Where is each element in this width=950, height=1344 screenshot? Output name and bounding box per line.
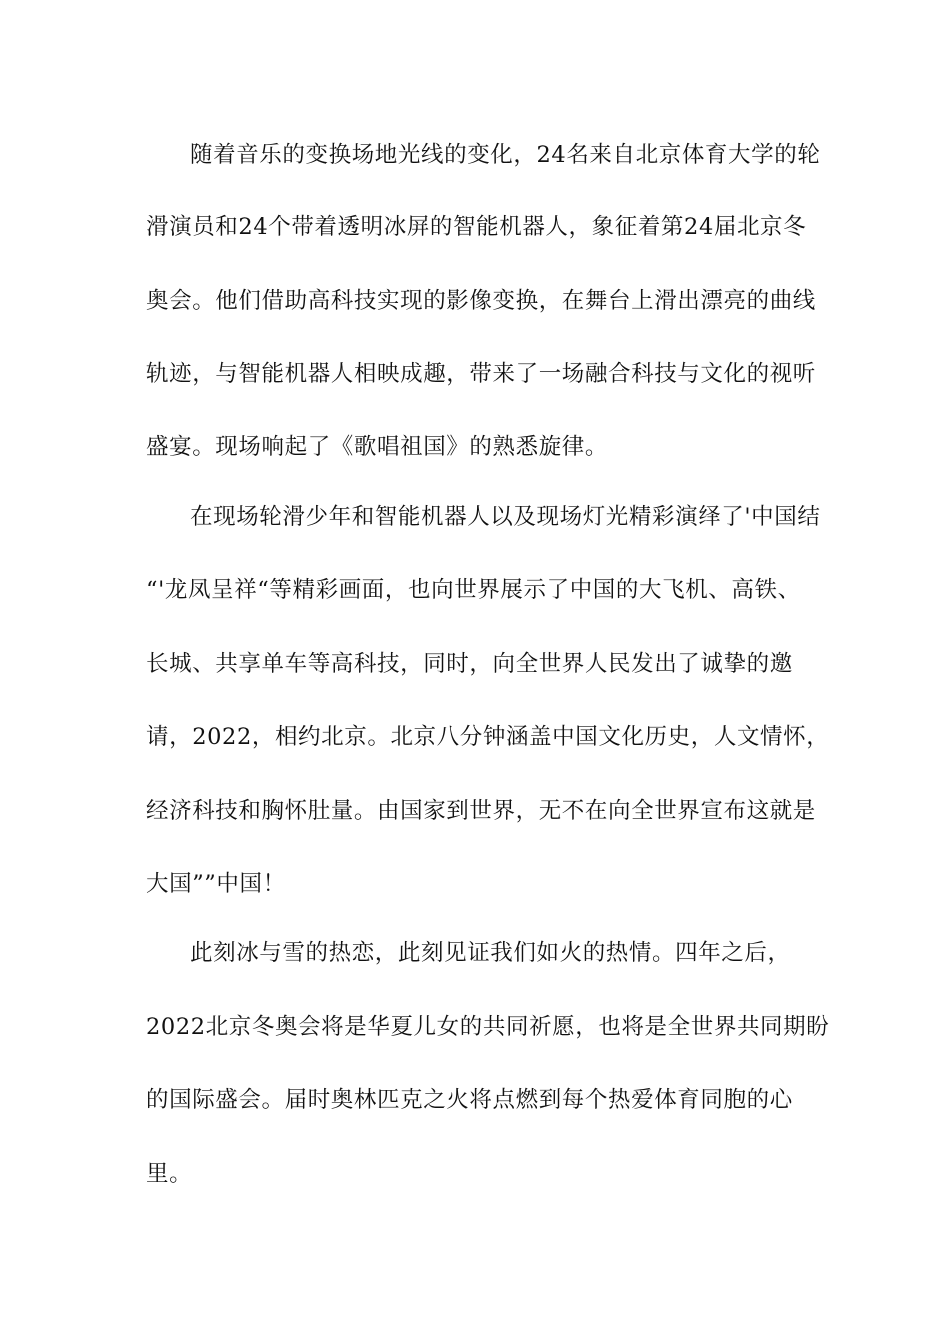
paragraph-line: 随着音乐的变换场地光线的变化，24名来自北京体育大学的轮 xyxy=(190,142,821,168)
paragraph-line: 请，2022，相约北京。北京八分钟涵盖中国文化历史，人文情怀， xyxy=(146,724,830,750)
paragraph-line: 盛宴。现场响起了《歌唱祖国》的熟悉旋律。 xyxy=(146,434,609,460)
paragraph-line: 滑演员和24个带着透明冰屏的智能机器人，象征着第24届北京冬 xyxy=(146,214,807,240)
paragraph-line: 里。 xyxy=(146,1161,193,1187)
paragraph-line: 奥会。他们借助高科技实现的影像变换，在舞台上滑出漂亮的曲线 xyxy=(146,288,816,314)
paragraph-line: 轨迹，与智能机器人相映成趣，带来了一场融合科技与文化的视听 xyxy=(146,361,816,387)
paragraph-line: 的国际盛会。届时奥林匹克之火将点燃到每个热爱体育同胞的心 xyxy=(146,1087,793,1113)
paragraph-line: 经济科技和胸怀肚量。由国家到世界，无不在向全世界宣布这就是 xyxy=(146,798,816,824)
paragraph-line: 大国””中国！ xyxy=(146,871,286,897)
paragraph-line: 在现场轮滑少年和智能机器人以及现场灯光精彩演绎了'中国结 xyxy=(190,504,821,530)
paragraph-line: “'龙凤呈祥“等精彩画面，也向世界展示了中国的大飞机、高铁、 xyxy=(146,577,801,603)
paragraph-line: 2022北京冬奥会将是华夏儿女的共同祈愿，也将是全世界共同期盼 xyxy=(146,1014,830,1040)
paragraph-line: 此刻冰与雪的热恋，此刻见证我们如火的热情。四年之后， xyxy=(190,940,791,966)
paragraph-line: 长城、共享单车等高科技，同时，向全世界人民发出了诚挚的邀 xyxy=(146,651,793,677)
